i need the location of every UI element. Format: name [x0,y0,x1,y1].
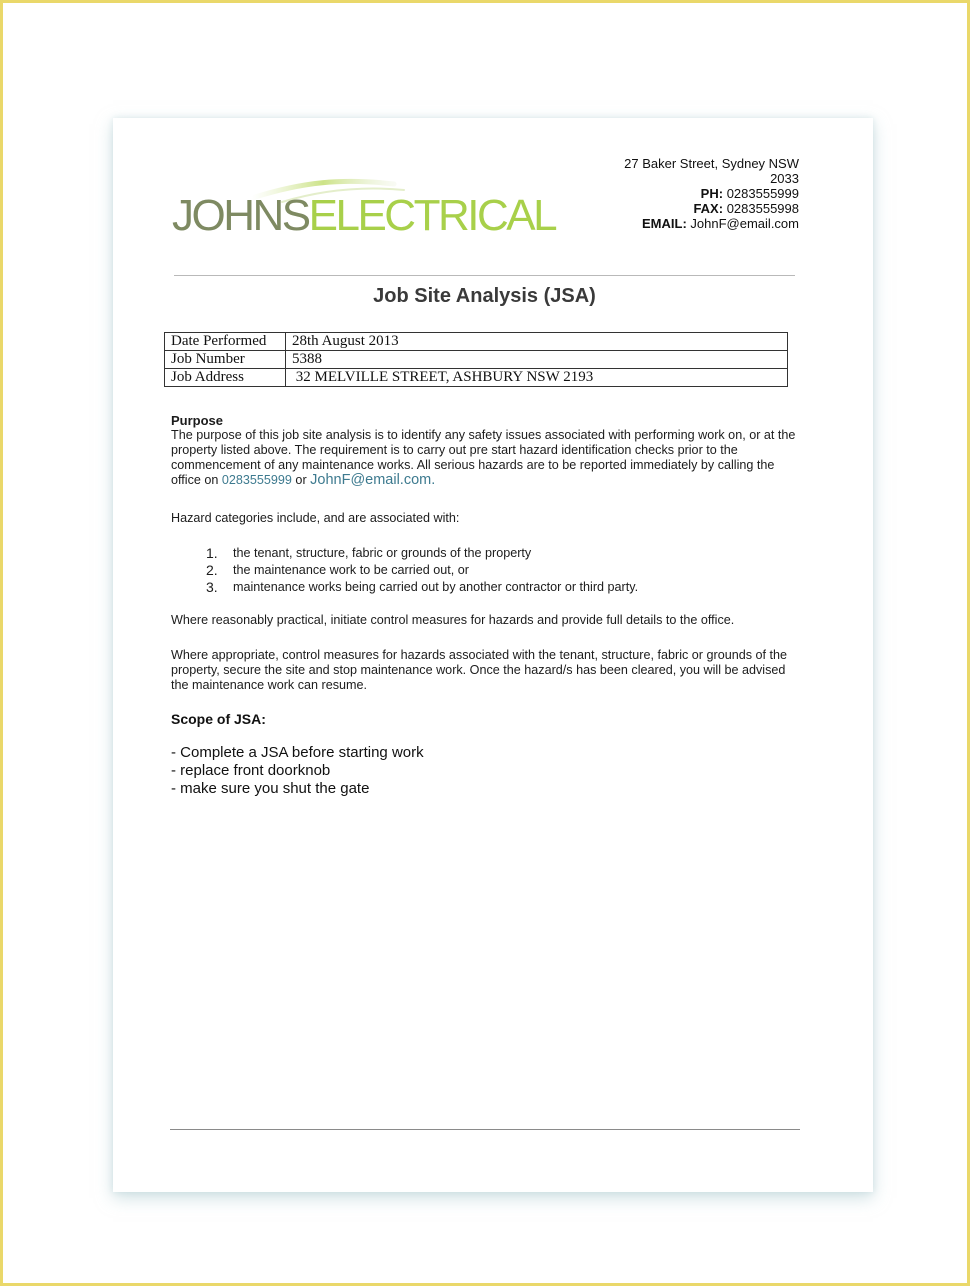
phone-value: 0283555999 [726,186,799,201]
address-fax [624,201,799,216]
list-item [206,545,786,562]
purpose-heading: Purpose [171,413,224,428]
hazard-intro: Hazard categories include, and are associated with: [171,511,460,525]
table-value: 28th August 2013 [286,333,788,351]
list-number: 3. [206,579,218,595]
page-title: Job Site Analysis (JSA) [373,285,596,307]
purpose-phone-link[interactable]: 0283555999 [221,473,292,487]
email-label: EMAIL: [642,216,687,231]
list-text: the maintenance work to be carried out, or [233,563,469,577]
table-row [165,333,788,351]
scope-list [171,744,424,798]
phone-label: PH: [700,186,724,201]
address-street: 27 Baker Street, Sydney NSW [624,156,799,171]
logo-wordmark [172,191,556,240]
table-label: Job Address [165,369,286,387]
job-info-table [164,332,788,387]
purpose-text: The purpose of this job site analysis is to identify any safety issues associated with performing work on, or at the property listed above. The requirement is to carry out pre start hazard identification checks prior to the commencement of any maintenance works. All serious hazards are to be reported immediately by calling the office on [171,428,796,487]
purpose-or: or [291,473,311,487]
list-text: maintenance works being carried out by another contractor or third party. [233,580,639,594]
list-number: 2. [206,562,218,578]
header-divider [174,275,795,276]
list-number: 1. [206,545,218,561]
table-row [165,351,788,369]
hazard-list [206,545,786,596]
scope-item: - replace front doorknob [171,762,331,779]
table-value: 5388 [286,351,788,369]
address-postcode: 2033 [770,171,799,186]
scope-heading: Scope of JSA: [171,711,266,727]
company-logo [172,176,556,246]
fax-label: FAX: [693,201,724,216]
scope-item: - Complete a JSA before starting work [171,744,424,761]
table-label: Job Number [165,351,286,369]
purpose-email-link[interactable]: JohnF@email.com. [310,472,436,488]
table-label: Date Performed [165,333,286,351]
logo-john: JOHNS [172,191,309,240]
appropriate-paragraph: Where appropriate, control measures for hazards associated with the tenant, structure, fabric or grounds of the property, secure the site and stop maintenance work. Once the hazard/s has been cleared, you will be advised the maintenance work can resume. [171,648,788,692]
address-phone [624,186,799,201]
purpose-paragraph [171,428,801,488]
fax-value: 0283555998 [726,201,799,216]
footer-divider [170,1129,800,1130]
table-row [165,369,788,387]
scope-item: - make sure you shut the gate [171,780,370,797]
list-item [206,579,786,596]
list-text: the tenant, structure, fabric or grounds of the property [233,546,532,560]
practical-paragraph: Where reasonably practical, initiate control measures for hazards and provide full details to the office. [171,613,735,627]
email-value: JohnF@email.com [690,216,799,231]
list-item [206,562,786,579]
company-address [624,156,799,231]
address-email [624,216,799,231]
logo-electrical: ELECTRICAL [308,191,556,240]
table-value: 32 MELVILLE STREET, ASHBURY NSW 2193 [286,369,788,387]
